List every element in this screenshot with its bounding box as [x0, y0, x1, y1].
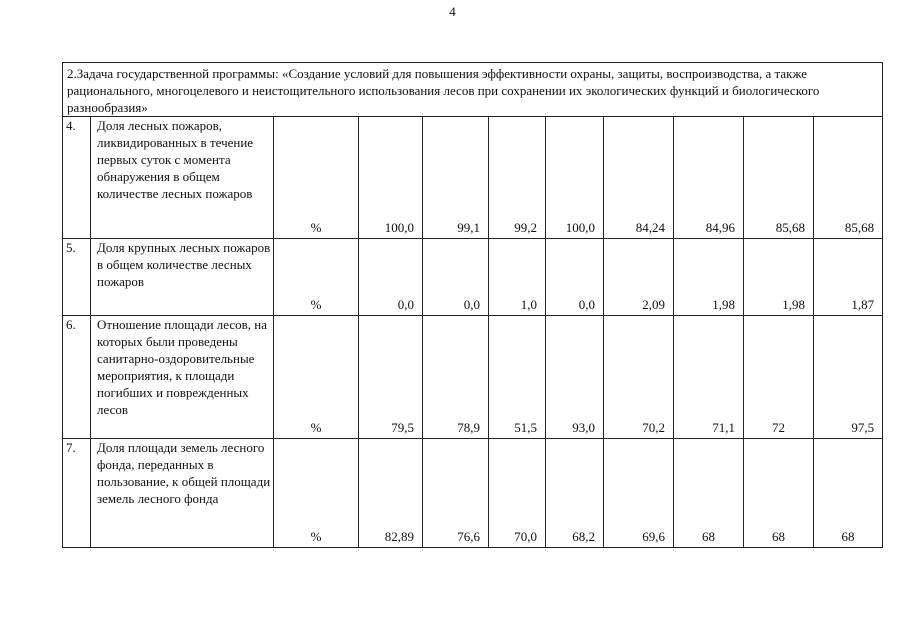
- indicator-name: Доля площади земель лесного фонда, переданных в пользование, к общей площади земель лесного фонда: [91, 439, 274, 548]
- value-cell: 68: [674, 439, 744, 548]
- value-cell: 70,2: [604, 316, 674, 439]
- row-number: 4.: [63, 117, 91, 239]
- row-number: 5.: [63, 239, 91, 316]
- value-cell: 76,6: [423, 439, 489, 548]
- value-cell: 93,0: [546, 316, 604, 439]
- task-header: 2.Задача государственной программы: «Создание условий для повышения эффективности охраны, защиты, воспроизводства, а также рационального, многоцелевого и неистощительного использования лесов при сохранении их экологических функций и биологического разнообразия»: [63, 63, 883, 117]
- value-cell: 1,0: [489, 239, 546, 316]
- value-cell: 78,9: [423, 316, 489, 439]
- value-cell: 68: [814, 439, 883, 548]
- value-cell: 69,6: [604, 439, 674, 548]
- indicator-name: Отношение площади лесов, на которых были проведены санитарно-оздоровительные мероприятия, к площади погибших и поврежденных лесов: [91, 316, 274, 439]
- unit: %: [274, 439, 359, 548]
- task-header-row: [63, 63, 883, 117]
- value-cell: 99,2: [489, 117, 546, 239]
- value-cell: 82,89: [359, 439, 423, 548]
- row-number: 6.: [63, 316, 91, 439]
- value-cell: 100,0: [359, 117, 423, 239]
- indicator-name: Доля крупных лесных пожаров в общем количестве лесных пожаров: [91, 239, 274, 316]
- value-cell: 84,96: [674, 117, 744, 239]
- page-number: 4: [449, 4, 456, 19]
- unit: %: [274, 316, 359, 439]
- value-cell: 1,87: [814, 239, 883, 316]
- indicators-table: [62, 62, 883, 548]
- value-cell: 70,0: [489, 439, 546, 548]
- table-row: [63, 117, 883, 239]
- row-number: 7.: [63, 439, 91, 548]
- unit: %: [274, 117, 359, 239]
- indicator-name: Доля лесных пожаров, ликвидированных в течение первых суток с момента обнаружения в общем количестве лесных пожаров: [91, 117, 274, 239]
- unit: %: [274, 239, 359, 316]
- value-cell: 72: [744, 316, 814, 439]
- table-row: [63, 239, 883, 316]
- value-cell: 0,0: [359, 239, 423, 316]
- value-cell: 51,5: [489, 316, 546, 439]
- value-cell: 99,1: [423, 117, 489, 239]
- value-cell: 0,0: [423, 239, 489, 316]
- value-cell: 68: [744, 439, 814, 548]
- table-row: [63, 316, 883, 439]
- value-cell: 1,98: [744, 239, 814, 316]
- value-cell: 84,24: [604, 117, 674, 239]
- value-cell: 2,09: [604, 239, 674, 316]
- value-cell: 85,68: [744, 117, 814, 239]
- value-cell: 100,0: [546, 117, 604, 239]
- value-cell: 0,0: [546, 239, 604, 316]
- table-row: [63, 439, 883, 548]
- value-cell: 79,5: [359, 316, 423, 439]
- value-cell: 71,1: [674, 316, 744, 439]
- value-cell: 1,98: [674, 239, 744, 316]
- value-cell: 85,68: [814, 117, 883, 239]
- value-cell: 97,5: [814, 316, 883, 439]
- value-cell: 68,2: [546, 439, 604, 548]
